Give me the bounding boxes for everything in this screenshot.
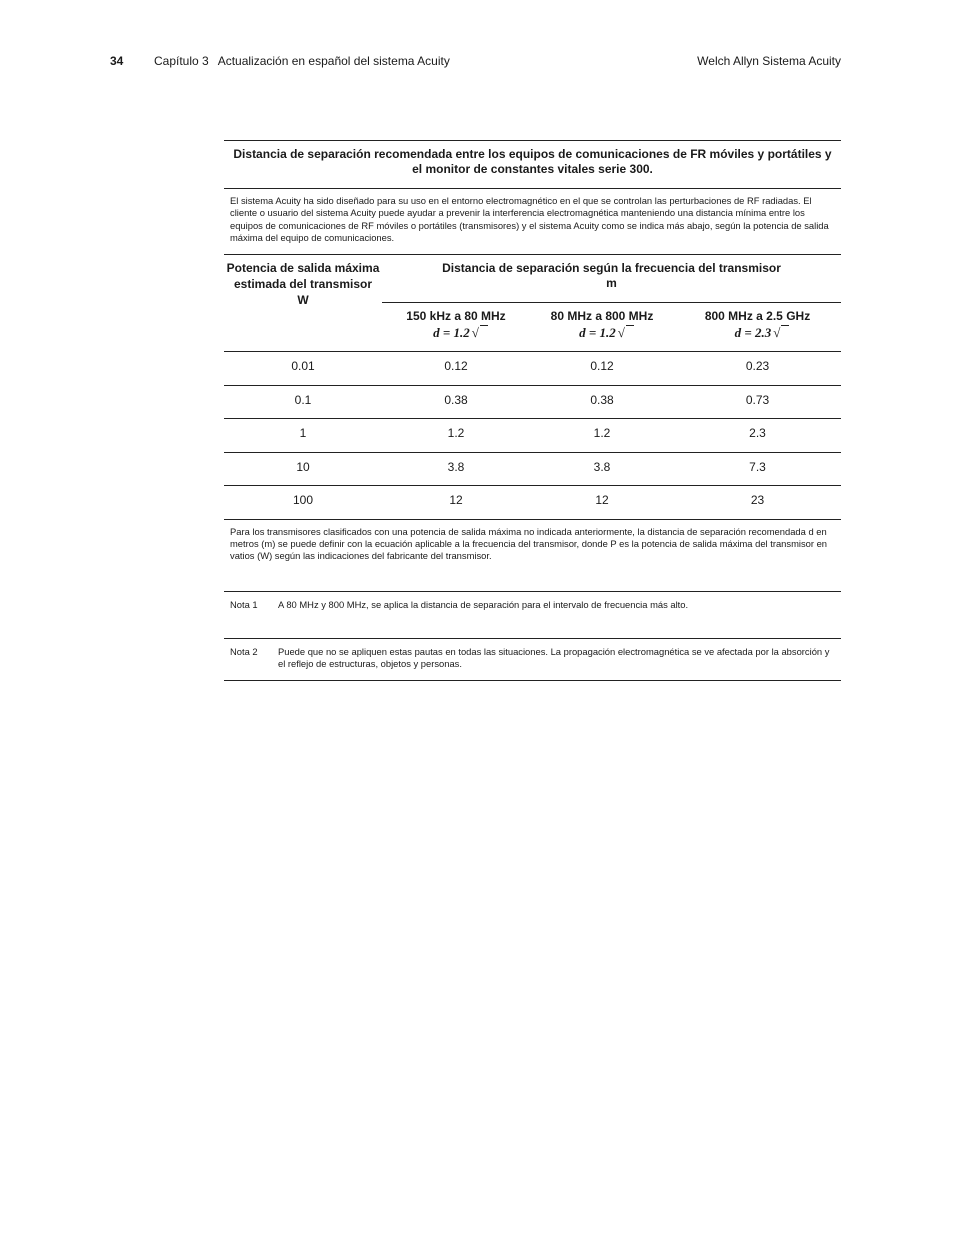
table-row xyxy=(224,352,841,386)
page-number: 34 xyxy=(110,54,124,68)
distance-cell: 1.2 xyxy=(593,426,611,441)
power-column-header xyxy=(224,255,382,351)
band-range: 800 MHz a 2.5 GHz xyxy=(704,309,811,324)
table-row xyxy=(224,386,841,420)
chapter-label: Capítulo 3 xyxy=(154,54,209,68)
power-cell: 100 xyxy=(292,493,314,508)
note-text: A 80 MHz y 800 MHz, se aplica la distancia de separación para el intervalo de frecuencia más alto. xyxy=(278,598,689,610)
equation-text: d = 1.2 xyxy=(433,325,470,341)
note-label: Nota 2 xyxy=(230,645,258,657)
band-equation xyxy=(674,324,841,341)
band-header xyxy=(674,303,841,351)
note-text: Puede que no se apliquen estas pautas en todas las situaciones. La propagación electromagnética se ve afectada por la absorción y el reflejo de estructuras, objetos y personas. xyxy=(278,645,830,669)
distance-cell: 3.8 xyxy=(593,459,611,474)
square-root-icon: √ xyxy=(471,325,479,341)
distance-cell: 12 xyxy=(595,493,609,508)
band-equation xyxy=(530,324,674,341)
note-1 xyxy=(224,592,841,639)
band-equation xyxy=(382,324,530,341)
power-cell: 0.1 xyxy=(294,392,312,407)
distance-cell: 0.38 xyxy=(590,392,614,407)
table-title: Distancia de separación recomendada entre los equipos de comunicaciones de FR móviles y portátiles y el monitor de constantes vitales serie 300. xyxy=(224,141,841,189)
power-cell: 1 xyxy=(299,426,307,441)
power-cell: 0.01 xyxy=(291,359,315,374)
note-label: Nota 1 xyxy=(230,598,258,610)
table-row xyxy=(224,486,841,520)
square-root-icon: √ xyxy=(773,325,781,341)
band-header xyxy=(382,303,530,351)
distance-header-unit: m xyxy=(606,276,617,291)
distance-cell: 7.3 xyxy=(749,459,766,474)
distance-cell: 2.3 xyxy=(749,426,766,441)
note-2 xyxy=(224,639,841,681)
table-intro: El sistema Acuity ha sido diseñado para su uso en el entorno electromagnético en el que se controlan las perturbaciones de RF radiadas. El cliente o usuario del sistema Acuity puede ayudar a prevenir la interferencia electromagnética manteniendo una distancia mínima entre los equipos de comunicaciones de RF móviles o portátiles (transmisores) y el sistema Acuity como se indica más abajo, según la potencia de salida máxima del equipo de comunicaciones. xyxy=(224,189,841,255)
chapter-heading xyxy=(154,52,450,70)
power-header-unit: W xyxy=(297,293,309,308)
table-row xyxy=(224,419,841,453)
distance-cell: 12 xyxy=(449,493,463,508)
distance-cell: 0.73 xyxy=(745,392,770,407)
table-footnote: Para los transmisores clasificados con una potencia de salida máxima no indicada anteriormente, la distancia de separación recomendada d en metros (m) se puede definir con la ecuación aplicable a la frecuencia del transmisor, donde P es la potencia de salida máxima del transmisor en vatios (W) según las indicaciones del fabricante del transmisor. xyxy=(224,520,841,592)
equation-text: d = 2.3 xyxy=(734,325,772,341)
band-range: 80 MHz a 800 MHz xyxy=(550,309,654,324)
power-cell: 10 xyxy=(296,459,310,474)
distance-cell: 0.12 xyxy=(444,359,468,374)
page-header xyxy=(110,52,841,70)
distance-header xyxy=(382,255,841,303)
table-header xyxy=(224,255,841,352)
table-row xyxy=(224,453,841,487)
document-title: Welch Allyn Sistema Acuity xyxy=(697,54,841,68)
frequency-bands xyxy=(382,303,841,351)
distance-cell: 23 xyxy=(750,493,765,508)
square-root-icon: √ xyxy=(617,325,625,341)
power-header-label: Potencia de salida máxima estimada del transmisor xyxy=(226,261,380,292)
separation-distance-table xyxy=(224,140,841,681)
distance-header-label: Distancia de separación según la frecuencia del transmisor xyxy=(442,261,781,276)
distance-cell: 0.12 xyxy=(590,359,614,374)
distance-cell: 1.2 xyxy=(447,426,465,441)
band-header xyxy=(530,303,674,351)
distance-column-group xyxy=(382,255,841,351)
distance-cell: 3.8 xyxy=(447,459,465,474)
distance-cell: 0.23 xyxy=(745,359,770,374)
chapter-title: Actualización en español del sistema Acuity xyxy=(217,54,450,68)
band-range: 150 kHz a 80 MHz xyxy=(406,309,506,324)
distance-cell: 0.38 xyxy=(444,392,468,407)
equation-text: d = 1.2 xyxy=(579,325,616,341)
